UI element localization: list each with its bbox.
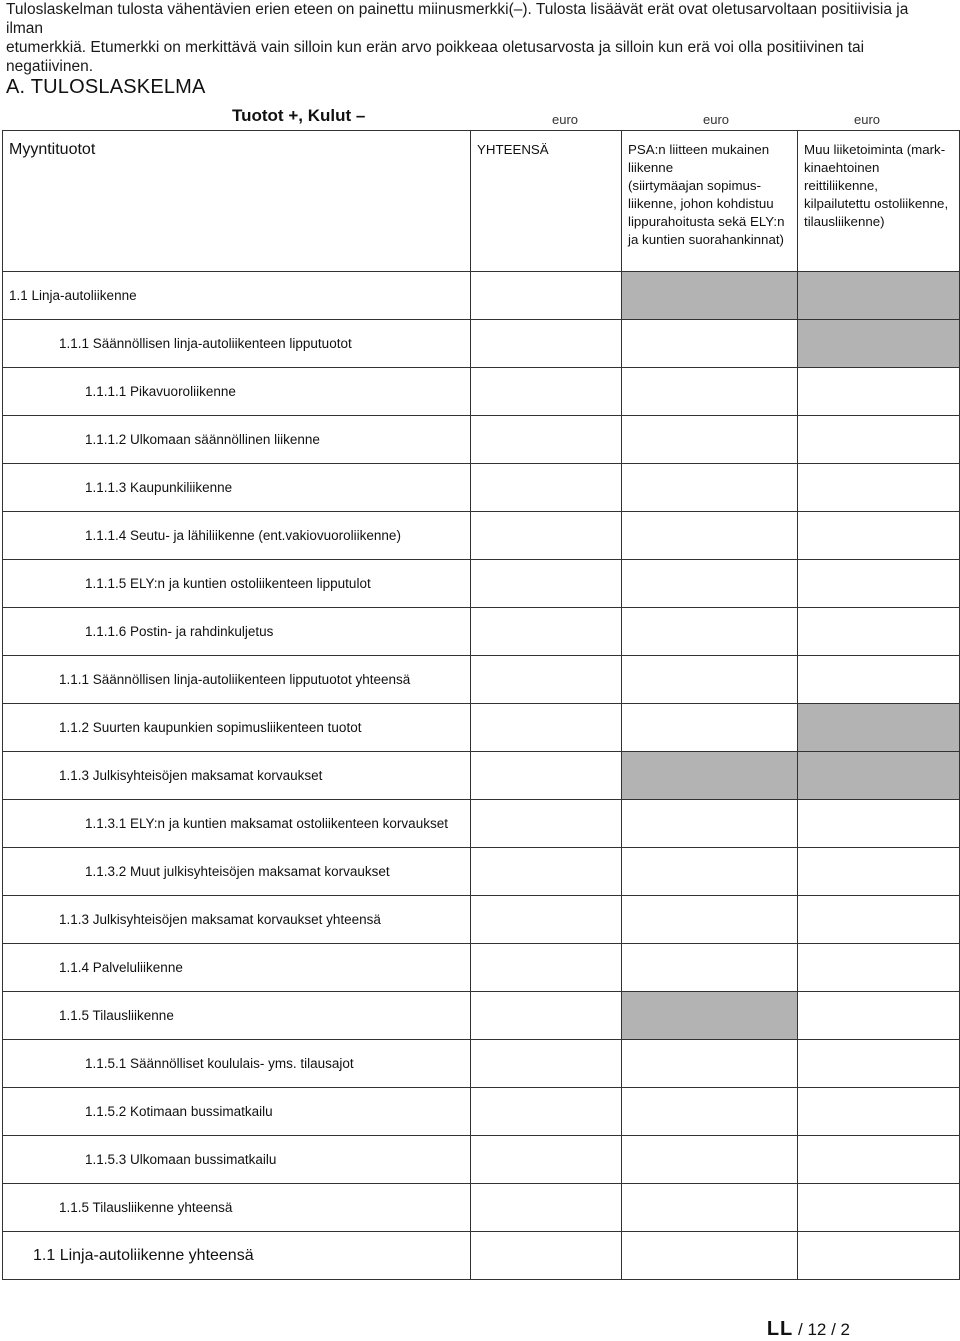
unit-label-total: euro (552, 112, 579, 127)
header-psa-line: PSA:n liitteen mukainen (628, 142, 770, 157)
value-cell-total[interactable] (471, 368, 622, 416)
table-row (3, 800, 960, 848)
row-label: 1.1.1.5 ELY:n ja kuntien ostoliikenteen lipputulot (85, 576, 371, 591)
row-label: 1.1 Linja-autoliikenne (9, 288, 137, 303)
header-psa-cell (622, 131, 798, 272)
table-row (3, 368, 960, 416)
header-other-line: Muu liiketoiminta (mark- (804, 142, 946, 157)
table-row (3, 1040, 960, 1088)
table-row (3, 656, 960, 704)
value-cell-psa[interactable] (622, 1040, 798, 1088)
value-cell-other[interactable] (798, 464, 960, 512)
row-label-cell (3, 1088, 471, 1136)
header-psa-line: lippurahoitusta sekä ELY:n (628, 214, 785, 229)
value-cell-psa[interactable] (622, 800, 798, 848)
value-cell-total[interactable] (471, 1136, 622, 1184)
row-label-cell (3, 1040, 471, 1088)
value-cell-psa[interactable] (622, 896, 798, 944)
value-cell-total[interactable] (471, 464, 622, 512)
row-label: 1.1.5.3 Ulkomaan bussimatkailu (85, 1152, 277, 1167)
value-cell-psa[interactable] (622, 416, 798, 464)
value-cell-total[interactable] (471, 560, 622, 608)
intro-line-2: etumerkkiä. Etumerkki on merkittävä vain silloin kun erän arvo poikkeaa oletusarvosta ja silloin kun erä voi olla positiivinen tai negatiivinen. (6, 39, 865, 75)
header-other-line: kilpailutettu ostoliikenne, (804, 196, 949, 211)
row-label: 1.1.3.2 Muut julkisyhteisöjen maksamat korvaukset (85, 864, 390, 879)
value-cell-other[interactable] (798, 656, 960, 704)
row-label: 1.1.3.1 ELY:n ja kuntien maksamat ostoliikenteen korvaukset (85, 816, 448, 831)
value-cell-other[interactable] (798, 368, 960, 416)
row-label: 1.1.1.3 Kaupunkiliikenne (85, 480, 233, 495)
value-cell-other[interactable] (798, 1136, 960, 1184)
header-other-cell (798, 131, 960, 272)
row-label-cell (3, 608, 471, 656)
value-cell-other[interactable] (798, 896, 960, 944)
value-cell-total[interactable] (471, 944, 622, 992)
value-cell-other[interactable] (798, 848, 960, 896)
table-row (3, 1136, 960, 1184)
table-row (3, 992, 960, 1040)
table-row (3, 848, 960, 896)
value-cell-total[interactable] (471, 896, 622, 944)
value-cell-psa[interactable] (622, 608, 798, 656)
value-cell-other[interactable] (798, 1088, 960, 1136)
row-label-cell (3, 656, 471, 704)
table-row (3, 560, 960, 608)
header-psa (622, 131, 797, 249)
header-total-cell (471, 131, 622, 272)
section-subtitle: Tuotot +, Kulut – (232, 106, 366, 125)
header-psa-line: (siirtymäajan sopimus- (628, 178, 762, 193)
value-cell-total[interactable] (471, 656, 622, 704)
value-cell-other[interactable] (798, 944, 960, 992)
value-cell-total[interactable] (471, 800, 622, 848)
page-number: / 12 / 2 (798, 1320, 850, 1339)
table-row (3, 416, 960, 464)
row-label: 1.1.1.1 Pikavuoroliikenne (85, 384, 236, 399)
table-row (3, 512, 960, 560)
value-cell-psa[interactable] (622, 1088, 798, 1136)
header-other (798, 131, 959, 231)
row-label: 1.1.3 Julkisyhteisöjen maksamat korvaukset yhteensä (59, 912, 381, 927)
value-cell-psa[interactable] (622, 368, 798, 416)
row-label: 1.1.1.6 Postin- ja rahdinkuljetus (85, 624, 274, 639)
value-cell-psa[interactable] (622, 512, 798, 560)
row-label: 1.1.1 Säännöllisen linja-autoliikenteen lipputuotot yhteensä (59, 672, 411, 687)
row-label: 1.1.4 Palveluliikenne (59, 960, 183, 975)
row-label-cell (3, 368, 471, 416)
value-cell-other[interactable] (798, 1040, 960, 1088)
row-label-cell (3, 944, 471, 992)
value-cell-psa (622, 272, 798, 320)
row-label-cell (3, 848, 471, 896)
value-cell-total[interactable] (471, 512, 622, 560)
header-other-line: tilausliikenne) (804, 214, 885, 229)
row-label-cell (3, 464, 471, 512)
value-cell-psa[interactable] (622, 1136, 798, 1184)
table-row (3, 896, 960, 944)
row-label: 1.1.3 Julkisyhteisöjen maksamat korvaukset (59, 768, 323, 783)
value-cell-total[interactable] (471, 608, 622, 656)
value-cell-total[interactable] (471, 848, 622, 896)
value-cell-other[interactable] (798, 608, 960, 656)
table-row (3, 464, 960, 512)
row-label-cell (3, 1136, 471, 1184)
value-cell-total[interactable] (471, 416, 622, 464)
value-cell-other[interactable] (798, 416, 960, 464)
row-label-cell (3, 800, 471, 848)
row-label-cell (3, 1184, 471, 1232)
value-cell-psa[interactable] (622, 320, 798, 368)
value-cell-psa[interactable] (622, 1232, 798, 1280)
table-row (3, 1184, 960, 1232)
value-cell-total[interactable] (471, 1232, 622, 1280)
table-row (3, 944, 960, 992)
header-psa-line: liikenne, johon kohdistuu (628, 196, 774, 211)
row-label-cell (3, 992, 471, 1040)
total-row-label: 1.1 Linja-autoliikenne yhteensä (33, 1246, 254, 1264)
value-cell-other[interactable] (798, 1232, 960, 1280)
value-cell-psa[interactable] (622, 464, 798, 512)
row-label: 1.1.5.1 Säännölliset koululais- yms. tilausajot (85, 1056, 354, 1071)
row-label: 1.1.1.2 Ulkomaan säännöllinen liikenne (85, 432, 320, 447)
value-cell-total[interactable] (471, 1088, 622, 1136)
row-label-cell (3, 896, 471, 944)
value-cell-other (798, 704, 960, 752)
section-title: A. TULOSLASKELMA (6, 76, 206, 98)
header-psa-line: liikenne (628, 160, 674, 175)
row-label-cell (3, 416, 471, 464)
total-row (3, 1232, 960, 1280)
value-cell-psa[interactable] (622, 1184, 798, 1232)
value-cell-total[interactable] (471, 1184, 622, 1232)
value-cell-other[interactable] (798, 1184, 960, 1232)
row-label-cell (3, 560, 471, 608)
form-code: LL (766, 1318, 794, 1340)
table-header-row (3, 131, 960, 272)
value-cell-other[interactable] (798, 800, 960, 848)
total-row-label-cell (3, 1232, 471, 1280)
value-cell-total[interactable] (471, 752, 622, 800)
header-other-line: kinaehtoinen reittiliikenne, (804, 160, 880, 193)
header-psa-line: ja kuntien suorahankinnat) (628, 232, 784, 247)
value-cell-psa (622, 752, 798, 800)
header-total: YHTEENSÄ (477, 142, 549, 157)
row-label: 1.1.2 Suurten kaupunkien sopimusliikenteen tuotot (59, 720, 362, 735)
value-cell-total[interactable] (471, 704, 622, 752)
row-label: 1.1.5 Tilausliikenne (59, 1008, 174, 1023)
value-cell-other[interactable] (798, 992, 960, 1040)
value-cell-other[interactable] (798, 560, 960, 608)
row-label-cell (3, 512, 471, 560)
unit-label-other: euro (854, 112, 881, 127)
row-label-cell (3, 704, 471, 752)
value-cell-other (798, 272, 960, 320)
header-label: Myyntituotot (9, 141, 96, 158)
table-row (3, 1088, 960, 1136)
value-cell-other (798, 320, 960, 368)
value-cell-psa[interactable] (622, 656, 798, 704)
row-label-cell (3, 272, 471, 320)
header-label-cell (3, 131, 471, 272)
row-label: 1.1.1.4 Seutu- ja lähiliikenne (ent.vakiovuoroliikenne) (85, 528, 401, 543)
row-label-cell (3, 752, 471, 800)
page-footer (767, 1318, 850, 1341)
value-cell-other (798, 752, 960, 800)
intro-text (6, 0, 946, 76)
table-row (3, 752, 960, 800)
value-cell-psa[interactable] (622, 944, 798, 992)
table-row (3, 272, 960, 320)
row-label: 1.1.1 Säännöllisen linja-autoliikenteen lipputuotot (59, 336, 352, 351)
value-cell-psa[interactable] (622, 848, 798, 896)
value-cell-psa[interactable] (622, 704, 798, 752)
value-cell-other[interactable] (798, 512, 960, 560)
row-label-cell (3, 320, 471, 368)
value-cell-psa[interactable] (622, 560, 798, 608)
value-cell-total[interactable] (471, 1040, 622, 1088)
table-row (3, 608, 960, 656)
value-cell-total[interactable] (471, 992, 622, 1040)
table-row (3, 320, 960, 368)
table-row (3, 704, 960, 752)
intro-line-1: Tuloslaskelman tulosta vähentävien erien eteen on painettu miinusmerkki(–). Tulosta lisäävät erät ovat oletusarvoltaan positiivisia ja ilman (6, 1, 909, 37)
value-cell-psa (622, 992, 798, 1040)
income-statement-table (2, 130, 960, 1280)
row-label: 1.1.5.2 Kotimaan bussimatkailu (85, 1104, 273, 1119)
unit-label-psa: euro (703, 112, 730, 127)
value-cell-total[interactable] (471, 272, 622, 320)
row-label: 1.1.5 Tilausliikenne yhteensä (59, 1200, 233, 1215)
value-cell-total[interactable] (471, 320, 622, 368)
